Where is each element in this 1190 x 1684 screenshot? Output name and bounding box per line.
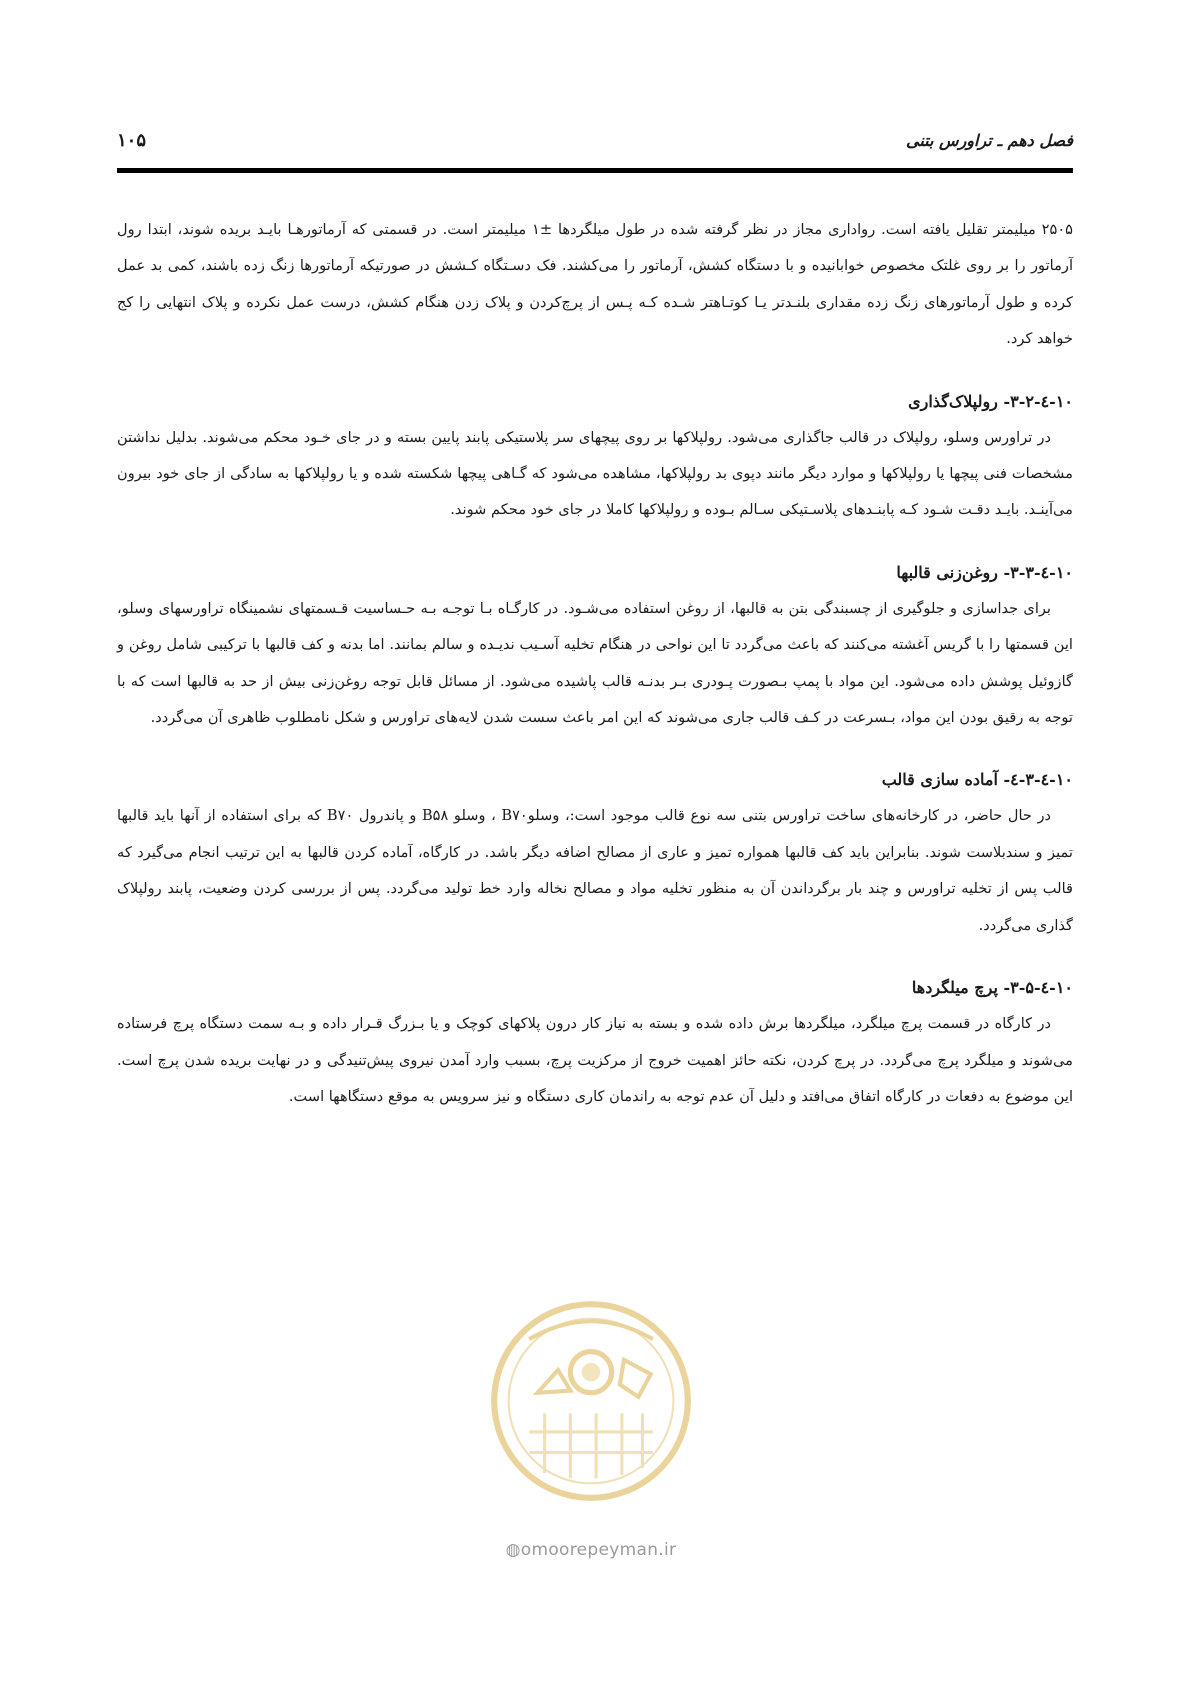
section-heading-mould-preparation: ۱۰-٤-۳-٤- آماده سازی قالب bbox=[881, 770, 1073, 790]
running-header bbox=[117, 120, 1073, 160]
watermark-seal-icon bbox=[488, 1298, 694, 1504]
section-heading-dowel-placement: ۱۰-٤-۳-۲- رولپلاک‌گذاری bbox=[908, 391, 1073, 411]
intro-paragraph: ۲۵۰۵ میلیمتر تقلیل یافته است. رواداری مجاز در نظر گرفته شده در طول میلگردها ±۱ میلیمتر است. در قسمتی که آرماتورهـا بایـد بریده شوند، ابتدا رول آرماتور را بر روی غلتک مخصوص خوابانیده و با دستگاه کشش، آرماتور را می‌کشند. فک دسـتگاه کـشش در صورتیکه آرماتورها زنگ زده باشند، کمی بد عمل کرده و طول آرماتورهای زنگ زده مقداری بلنـدتر یـا کوتـاهتر شـده کـه پـس از پرچ‌کردن و پلاک زدن هنگام کشش، درست عمل نکرده و پلاک انتهایی را کج خواهد کرد. bbox=[117, 221, 1074, 348]
page-number: ۱۰۵ bbox=[117, 129, 147, 151]
section-text-mould-oiling: برای جداسازی و جلوگیری از چسبندگی بتن به قالبها، از روغن استفاده می‌شـود. در کارگـاه بـا توجـه بـه حـساسیت قـسمتهای نشمینگاه تراورسهای وسلو، این قسمتها را با گریس آغشته می‌کنند که باعث می‌گردد تا این نواحی در هنگام تخلیه آسـیب ندیـده و سالم بمانند. اما بدنه و کف قالبها با ترکیبی شامل روغن و گازوئیل پوشش داده می‌شود. این مواد با پمپ بـصورت پـودری بـر بدنـه قالب پاشیده می‌شود. از مسائل قابل توجه روغن‌زنی بیش از حد به قالبها است که با توجه به رقیق بودن این مواد، بـسرعت در کـف قالب جاری می‌شوند که این امر باعث سست شدن لایه‌های تراورس و شکل نامطلوب ظاهری آن می‌گردد. bbox=[117, 599, 1073, 727]
running-title: فصل دهم ـ تراورس بتنی bbox=[906, 130, 1073, 150]
page-content bbox=[117, 212, 1073, 1115]
section-text-mould-preparation: در حال حاضر، در کارخانه‌های ساخت تراورس بتنی سه نوع قالب موجود است:، وسلوB۷۰ ، وسلو B۵۸ و پاندرول B۷۰ که برای استفاده از آنها باید قالبها تمیز و سندبلاست شوند. بنابراین باید کف قالبها همواره تمیز و عاری از مصالح اضافه دیگر باشد. در کارگاه، آماده کردن قالبها به این ترتیب انجام می‌گیرد که قالب پس از تخلیه تراورس و چند بار برگرداندن آن به منظور تخلیه مواد و مصالح نخاله وارد خط تولید می‌گردد. پس از بررسی کردن وضعیت، پابند رولپلاک گذاری می‌گردد. bbox=[117, 807, 1073, 934]
watermark-url-text: omoorepeyman.ir bbox=[520, 1540, 677, 1560]
watermark-url bbox=[488, 1540, 694, 1560]
watermark-globe-icon: ◍ bbox=[505, 1540, 521, 1560]
header-rule bbox=[117, 168, 1073, 173]
section-heading-rebar-riveting: ۱۰-٤-۳-۵- پرچ میلگردها bbox=[911, 978, 1073, 998]
section-heading-mould-oiling: ۱۰-٤-۳-۳- روغن‌زنی قالبها bbox=[896, 562, 1073, 582]
section-text-dowel-placement: در تراورس وسلو، رولپلاک در قالب جاگذاری می‌شود. رولپلاکها بر روی پیچهای سر پلاستیکی پابند پایین بسته و در جای خـود محکم می‌شوند. بدلیل نداشتن مشخصات فنی پیچها یا رولپلاکها و موارد دیگر مانند دپوی بد رولپلاکها، مشاهده می‌شود که گـاهی پیچها شکسته شده و یا رولپلاکها به سادگی از جای خود بیرون می‌آینـد. بایـد دقـت شـود کـه پابنـدهای پلاسـتیکی سـالم بـوده و رولپلاکها کاملا در جای خود محکم شوند. bbox=[117, 428, 1073, 519]
section-text-rebar-riveting: در کارگاه در قسمت پرچ میلگرد، میلگردها برش داده شده و بسته به نیاز کار درون پلاکهای کوچک و یا بـزرگ قـرار داده و بـه سمت دستگاه پرچ فرستاده می‌شوند و میلگرد پرچ می‌گردد. در پرچ کردن، نکته حائز اهمیت خروج از مرکزیت پرچ، بسبب وارد آمدن نیروی پیش‌تنیدگی و در نهایت بریده شدن پرچ است. این موضوع به دفعات در کارگاه اتفاق می‌افتد و دلیل آن عدم توجه به راندمان کاری دستگاه و نیز سرویس به موقع دستگاهها است. bbox=[117, 1015, 1073, 1105]
